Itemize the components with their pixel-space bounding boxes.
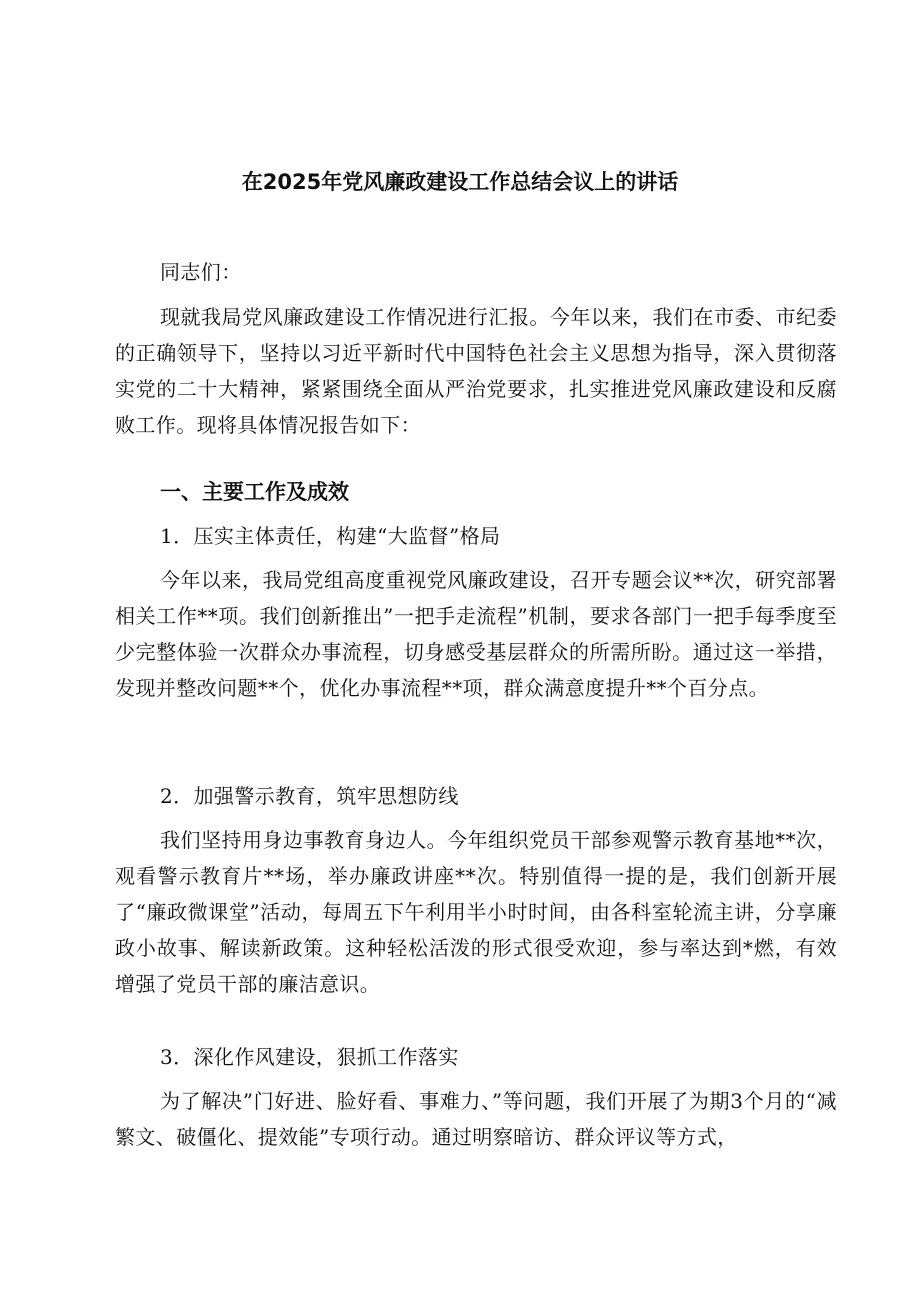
section-heading-1: 一、主要工作及成效 bbox=[160, 480, 349, 504]
item-body-3: 为了解决”门好进、脸好看、事难力、”等问题，我们开展了为期3个月的“减繁文、破僵化、提效能”专项行动。通过明察暗访、群众评议等方式， bbox=[115, 1089, 837, 1149]
intro-paragraph: 现就我局党风廉政建设工作情况进行汇报。今年以来，我们在市委、市纪委的正确领导下，坚持以习近平新时代中国特色社会主义思想为指导，深入贯彻落实党的二十大精神，紧紧围绕全面从严治党要求，扎实推进党风廉政建设和反腐败工作。现将具体情况报告如下： bbox=[115, 305, 837, 437]
salutation: 同志们： bbox=[160, 260, 242, 284]
item-heading-1: 1．压实主体责任，构建“大监督”格局 bbox=[160, 524, 501, 548]
item-body-2: 我们坚持用身边事教育身边人。今年组织党员干部参观警示教育基地**次，观看警示教育片**场，举办廉政讲座**次。特别值得一提的是，我们创新开展了“廉政微课堂”活动，每周五下午利用半小时时间，由各科室轮流主讲，分享廉政小故事、解读新政策。这种轻松活泼的形式很受欢迎，参与率达到*燃，有效增强了党员干部的廉洁意识。 bbox=[115, 828, 837, 996]
item-heading-3: 3．深化作风建设，狠抓工作落实 bbox=[160, 1045, 459, 1069]
item-body-1: 今年以来，我局党组高度重视党风廉政建设，召开专题会议**次，研究部署相关工作**项。我们创新推出”一把手走流程”机制，要求各部门一把手每季度至少完整体验一次群众办事流程，切身感受基层群众的所需所盼。通过这一举措，发现并整改问题**个，优化办事流程**项，群众满意度提升**个百分点。 bbox=[115, 568, 837, 700]
item-heading-2: 2．加强警示教育，筑牢思想防线 bbox=[160, 784, 459, 808]
document-title: 在2025年党风廉政建设工作总结会议上的讲话 bbox=[241, 170, 679, 194]
